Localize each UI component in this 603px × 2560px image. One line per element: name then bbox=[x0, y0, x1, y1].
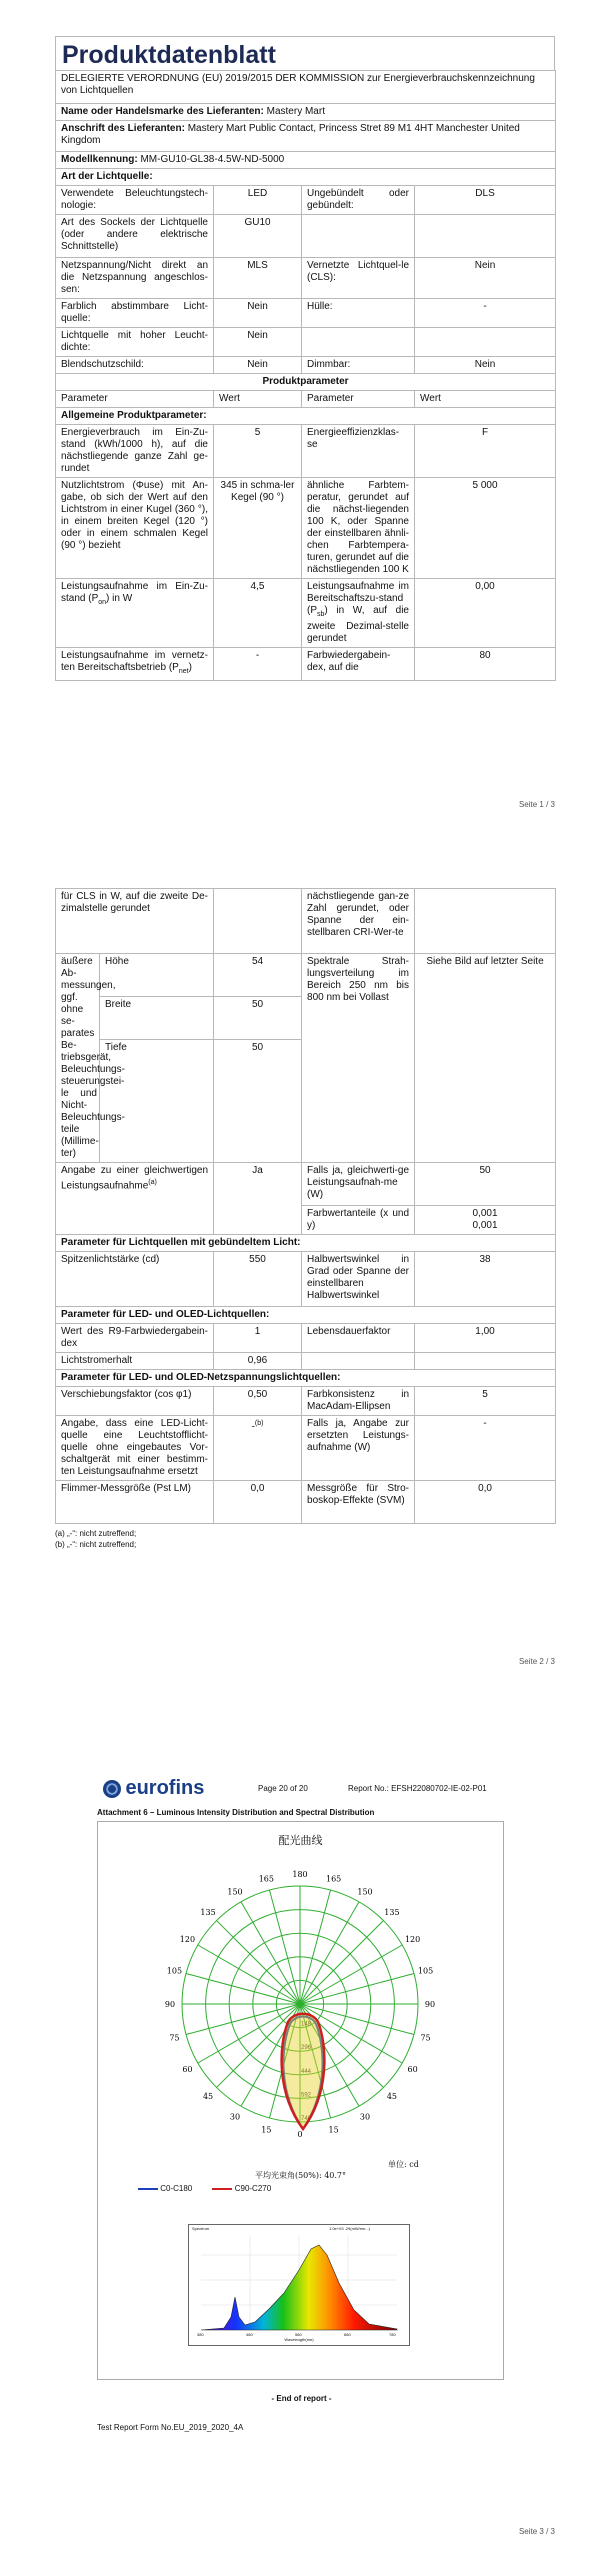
angle-label: 150 bbox=[227, 1887, 243, 1897]
param-row bbox=[56, 1252, 556, 1307]
param-value: 1 bbox=[214, 1324, 302, 1353]
param-row bbox=[56, 1481, 556, 1524]
angle-label: 30 bbox=[229, 2112, 241, 2122]
angle-label: 45 bbox=[202, 2091, 214, 2101]
supplier-row bbox=[56, 104, 556, 121]
led-parameters-header: Parameter für LED- und OLED-Lichtquellen: bbox=[56, 1307, 556, 1324]
param-value: 80 bbox=[415, 648, 556, 681]
param-row bbox=[56, 1353, 556, 1370]
polar-spoke bbox=[300, 1921, 383, 2004]
page-2 bbox=[0, 870, 603, 1690]
param-value: 5 bbox=[415, 1387, 556, 1416]
param-value: 5 bbox=[214, 425, 302, 478]
spectrum-label-tl: Spectrum bbox=[192, 2226, 210, 2231]
polar-spoke bbox=[269, 1890, 300, 2004]
param-value: 38 bbox=[415, 1252, 556, 1307]
param-label: ähnliche Farbtem-peratur, gerundet auf die nächst-liegenden 100 K, oder Spanne der einstellbaren ähnli-chen Farbtempera-turen, gerundet auf die nächstliegenden 100 K bbox=[302, 478, 415, 579]
type-label: Ungebündelt oder gebündelt: bbox=[302, 186, 415, 215]
polar-spoke bbox=[300, 1890, 331, 2004]
angle-label: 105 bbox=[417, 1966, 434, 1976]
datasheet-page-2 bbox=[55, 888, 555, 1550]
spectrum-x-label: Wavelength(nm) bbox=[284, 2337, 314, 2342]
param-value: 4,5 bbox=[214, 579, 302, 648]
end-of-report: - End of report - bbox=[271, 2394, 332, 2403]
eurofins-logo: eurofins bbox=[125, 1777, 205, 1799]
type-row bbox=[56, 299, 556, 328]
angle-label: 165 bbox=[258, 1874, 274, 1884]
polar-spoke bbox=[300, 1973, 414, 2004]
dimensions-row bbox=[56, 954, 556, 997]
x-tick: 580 bbox=[295, 2332, 302, 2337]
param-row bbox=[56, 1416, 556, 1481]
param-value: 0,00 bbox=[415, 579, 556, 648]
param-label: Leistungsaufnahme im Ein-Zu-stand $(P_{on})$ in W bbox=[56, 579, 214, 648]
legend-c0: C0-C180 bbox=[160, 2184, 193, 2193]
angle-label: 165 bbox=[326, 1874, 342, 1884]
legend bbox=[138, 2184, 271, 2193]
param-label: Lichtstromerhalt bbox=[56, 1353, 214, 1370]
angle-label: 15 bbox=[328, 2125, 339, 2135]
curve-c90-c270 bbox=[282, 2014, 325, 2129]
unit-label: 单位: cd bbox=[388, 2160, 419, 2169]
footnote-b: (b) „-“: nicht zutreffend; bbox=[55, 1540, 137, 1549]
param-value: 1,00 bbox=[415, 1324, 556, 1353]
param-value: 0,0 bbox=[415, 1481, 556, 1524]
depth-label: Tiefe bbox=[100, 1040, 214, 1163]
param-row bbox=[56, 579, 556, 648]
page-1 bbox=[0, 0, 603, 830]
param-value: 5 000 bbox=[415, 478, 556, 579]
polar-spoke bbox=[198, 1945, 300, 2004]
polar-spoke bbox=[300, 1945, 402, 2004]
legend-c90: C90-C270 bbox=[234, 2184, 272, 2193]
column-header-value: Wert bbox=[214, 391, 302, 408]
type-label: Verwendete Beleuchtungstech-nologie: bbox=[56, 186, 214, 215]
param-row bbox=[56, 425, 556, 478]
type-label: Vernetzte Lichtquel-le (CLS): bbox=[302, 258, 415, 299]
angle-label: 135 bbox=[200, 1908, 216, 1918]
angle-label: 75 bbox=[169, 2033, 180, 2043]
address-label: Anschrift des Lieferanten: bbox=[61, 123, 185, 134]
angle-label: 105 bbox=[166, 1966, 183, 1976]
chromaticity-label: Farbwertanteile (x und y) bbox=[302, 1206, 415, 1235]
param-label: Leistungsaufnahme im vernetz-ten Bereitschaftsbetrieb $(P_{net})$ bbox=[56, 648, 214, 681]
angle-label: 0 bbox=[297, 2130, 303, 2139]
param-label: Farbkonsistenz in MacAdam-Ellipsen bbox=[302, 1387, 415, 1416]
param-label: für CLS in W, auf die zweite De-zimalstelle gerundet bbox=[56, 889, 214, 954]
spectrum-plot bbox=[189, 2225, 409, 2345]
datasheet-table-1 bbox=[55, 70, 556, 681]
param-label: Flimmer-Messgröße (Pst LM) bbox=[56, 1481, 214, 1524]
type-label: Art des Sockels der Lichtquelle (oder andere elektrische Schnittstelle) bbox=[56, 215, 214, 258]
param-label: Nutzlichtstrom (Φuse) mit An-gabe, ob sich der Wert auf den Lichtstrom in einer Kugel (360 °), in einem breiten Kegel (120 °) oder in einem schmalen Kegel (90 °) bezieht bbox=[56, 478, 214, 579]
param-row bbox=[56, 1387, 556, 1416]
type-value: Nein bbox=[415, 357, 556, 374]
equivalent-power-value: Ja bbox=[214, 1163, 302, 1235]
angle-label: 90 bbox=[164, 2000, 176, 2009]
spectral-distribution-value: Siehe Bild auf letzter Seite bbox=[415, 954, 556, 1163]
height-value: 54 bbox=[214, 954, 302, 997]
param-row bbox=[56, 889, 556, 954]
type-label: Dimmbar: bbox=[302, 357, 415, 374]
type-label bbox=[302, 215, 415, 258]
column-header-parameter: Parameter bbox=[302, 391, 415, 408]
param-label: Angabe, dass eine LED-Licht-quelle eine Leuchtstofflicht-quelle ohne eingebautes Vor-schaltgerät mit einer bestimm-ten Leistungsaufnahme ersetzt bbox=[56, 1416, 214, 1481]
param-label: Verschiebungsfaktor (cos φ1) bbox=[56, 1387, 214, 1416]
supplier-label: Name oder Handelsmarke des Lieferanten: bbox=[61, 106, 264, 117]
light-source-type-header: Art der Lichtquelle: bbox=[56, 169, 556, 186]
type-value: GU10 bbox=[214, 215, 302, 258]
report-header bbox=[103, 1777, 523, 1803]
figure-frame bbox=[97, 1821, 504, 2380]
spectrum-label-tr: 1.0e+03 .29(mW/nm...) bbox=[329, 2226, 371, 2231]
general-parameters-header: Allgemeine Produktparameter: bbox=[56, 408, 556, 425]
type-label: Netzspannung/Nicht direkt an die Netzspannung angeschlos-sen: bbox=[56, 258, 214, 299]
param-value: - bbox=[415, 1416, 556, 1481]
param-value: 0,0 bbox=[214, 1481, 302, 1524]
angle-label: 30 bbox=[359, 2112, 371, 2122]
type-label: Lichtquelle mit hoher Leucht-dichte: bbox=[56, 328, 214, 357]
legend-swatch-c90 bbox=[212, 2188, 232, 2190]
column-header-value: Wert bbox=[415, 391, 556, 408]
polar-spoke bbox=[241, 1902, 300, 2004]
model-label: Modellkennung: bbox=[61, 154, 138, 165]
angle-label: 60 bbox=[182, 2065, 193, 2074]
param-value: F bbox=[415, 425, 556, 478]
polar-spoke bbox=[300, 1902, 359, 2004]
polar-chart bbox=[98, 1842, 503, 2172]
type-value: Nein bbox=[214, 299, 302, 328]
type-label: Hülle: bbox=[302, 299, 415, 328]
param-label: Energieverbrauch im Ein-Zu-stand (kWh/1000 h), auf die nächstliegende ganze Zahl ge-rundet bbox=[56, 425, 214, 478]
mains-parameters-header: Parameter für LED- und OLED-Netzspannungslichtquellen: bbox=[56, 1370, 556, 1387]
param-label: Farbwiedergabein-dex, auf die bbox=[302, 648, 415, 681]
width-value: 50 bbox=[214, 997, 302, 1040]
polar-spoke bbox=[186, 1973, 300, 2004]
type-value: LED bbox=[214, 186, 302, 215]
param-label: nächstliegende gan-ze Zahl gerundet, oder Spanne der ein-stellbaren CRI-Wer-te bbox=[302, 889, 415, 954]
param-row bbox=[56, 478, 556, 579]
datasheet-table-2 bbox=[55, 888, 556, 1524]
x-tick: 480 bbox=[246, 2332, 253, 2337]
angle-label: 120 bbox=[179, 1935, 196, 1944]
type-label: Blendschutzschild: bbox=[56, 357, 214, 374]
equivalent-power-label: Angabe zu einer gleichwertigen Leistungsaufnahme$^{(a)}$ bbox=[56, 1163, 214, 1235]
param-value: 0,50 bbox=[214, 1387, 302, 1416]
angle-label: 120 bbox=[404, 1935, 421, 1944]
address-row bbox=[56, 121, 556, 152]
report-page-info: Page 20 of 20 bbox=[258, 1784, 308, 1793]
x-tick: 380 bbox=[197, 2332, 204, 2337]
attachment-title: Attachment 6 – Luminous Intensity Distribution and Spectral Distribution bbox=[97, 1808, 375, 1817]
address-value: Mastery Mart Public Contact, Princess Stret 89 M1 4HT Manchester United Kingdom bbox=[61, 123, 520, 146]
datasheet-page-1 bbox=[55, 36, 555, 681]
chromaticity-value: 0,001 0,001 bbox=[415, 1206, 556, 1235]
test-report-form: Test Report Form No.EU_2019_2020_4A bbox=[97, 2423, 244, 2432]
polar-spoke bbox=[217, 1921, 300, 2004]
param-value: 0,96 bbox=[214, 1353, 302, 1370]
param-label: Leistungsaufnahme im Bereitschaftszu-stand $(P_{sb})$ in W, auf die zweite Dezimal-stelle gerundet bbox=[302, 579, 415, 648]
param-row bbox=[56, 1163, 556, 1206]
angle-label: 15 bbox=[261, 2125, 272, 2135]
supplier-value: Mastery Mart bbox=[266, 106, 325, 117]
param-label: Falls ja, gleichwerti-ge Leistungsaufnah-me (W) bbox=[302, 1163, 415, 1206]
type-label: Farblich abstimmbare Licht-quelle: bbox=[56, 299, 214, 328]
param-row bbox=[56, 648, 556, 681]
angle-label: 135 bbox=[384, 1908, 400, 1918]
param-value: 345 in schma-ler Kegel (90 °) bbox=[214, 478, 302, 579]
type-value: MLS bbox=[214, 258, 302, 299]
column-header-row bbox=[56, 391, 556, 408]
spectral-distribution-label: Spektrale Strah-lungsverteilung im Bereich 250 nm bis 800 nm bei Vollast bbox=[302, 954, 415, 1163]
report-number: Report No.: EFSH22080702-IE-02-P01 bbox=[348, 1784, 487, 1793]
depth-value: 50 bbox=[214, 1040, 302, 1163]
page-number: Seite 3 / 3 bbox=[518, 2527, 555, 2536]
type-row bbox=[56, 328, 556, 357]
page-number: Seite 2 / 3 bbox=[518, 1657, 555, 1666]
x-tick: 680 bbox=[344, 2332, 351, 2337]
polar-spoke bbox=[186, 2004, 300, 2035]
x-tick: 780 bbox=[389, 2332, 396, 2337]
type-row bbox=[56, 258, 556, 299]
angle-label: 180 bbox=[292, 1870, 308, 1879]
param-label: Wert des R9-Farbwiedergabein-dex bbox=[56, 1324, 214, 1353]
type-value: - bbox=[415, 299, 556, 328]
type-value: Nein bbox=[214, 357, 302, 374]
page-title: Produktdatenblatt bbox=[55, 36, 555, 70]
polar-chart-title: 配光曲线 bbox=[278, 1834, 323, 1847]
type-value bbox=[415, 215, 556, 258]
type-value: DLS bbox=[415, 186, 556, 215]
param-label: Falls ja, Angabe zur ersetzten Leistungs-aufnahme (W) bbox=[302, 1416, 415, 1481]
type-value: Nein bbox=[415, 258, 556, 299]
footnote-a: (a) „-“: nicht zutreffend; bbox=[55, 1529, 137, 1538]
param-value: 50 bbox=[415, 1163, 556, 1206]
eurofins-logo-icon bbox=[103, 1780, 121, 1798]
param-label: Messgröße für Stro-boskop-Effekte (SVM) bbox=[302, 1481, 415, 1524]
product-parameters-header: Produktparameter bbox=[56, 374, 556, 391]
regulation-text: DELEGIERTE VERORDNUNG (EU) 2019/2015 DER KOMMISSION zur Energieverbrauchskennzeichnung von Lichtquellen bbox=[56, 71, 556, 104]
page-3 bbox=[0, 1740, 603, 2560]
model-value: MM-GU10-GL38-4.5W-ND-5000 bbox=[140, 154, 285, 165]
angle-label: 90 bbox=[424, 2000, 436, 2009]
angle-label: 45 bbox=[386, 2091, 398, 2101]
param-label: Energieeffizienzklas-se bbox=[302, 425, 415, 478]
height-label: Höhe bbox=[100, 954, 214, 997]
param-value: - bbox=[214, 648, 302, 681]
width-label: Breite bbox=[100, 997, 214, 1040]
page-number: Seite 1 / 3 bbox=[518, 800, 555, 809]
type-value: Nein bbox=[214, 328, 302, 357]
dimensions-label: äußere Ab-messungen, ggf. ohne se-parates Be-triebsgerät, Beleuchtungs-steuerungstei-le und Nicht-Beleuchtungs-teile (Millime-ter) bbox=[56, 954, 100, 1163]
param-label: Spitzenlichtstärke (cd) bbox=[56, 1252, 214, 1307]
beam-angle-label: 平均光束角(50%): 40.7° bbox=[254, 2171, 347, 2180]
angle-label: 60 bbox=[407, 2065, 418, 2074]
type-value bbox=[415, 328, 556, 357]
param-value: -$^{(b)}$ bbox=[214, 1416, 302, 1481]
spectrum-chart bbox=[188, 2224, 410, 2346]
type-row bbox=[56, 186, 556, 215]
param-label: Halbwertswinkel in Grad oder Spanne der einstellbaren Halbwertswinkel bbox=[302, 1252, 415, 1307]
param-value: 550 bbox=[214, 1252, 302, 1307]
param-label: Lebensdauerfaktor bbox=[302, 1324, 415, 1353]
angle-label: 150 bbox=[357, 1887, 373, 1897]
legend-swatch-c0 bbox=[138, 2188, 158, 2190]
type-row bbox=[56, 215, 556, 258]
angle-label: 75 bbox=[420, 2033, 431, 2043]
column-header-parameter: Parameter bbox=[56, 391, 214, 408]
param-row bbox=[56, 1324, 556, 1353]
type-row bbox=[56, 357, 556, 374]
directional-parameters-header: Parameter für Lichtquellen mit gebündeltem Licht: bbox=[56, 1235, 556, 1252]
model-row bbox=[56, 152, 556, 169]
type-label bbox=[302, 328, 415, 357]
